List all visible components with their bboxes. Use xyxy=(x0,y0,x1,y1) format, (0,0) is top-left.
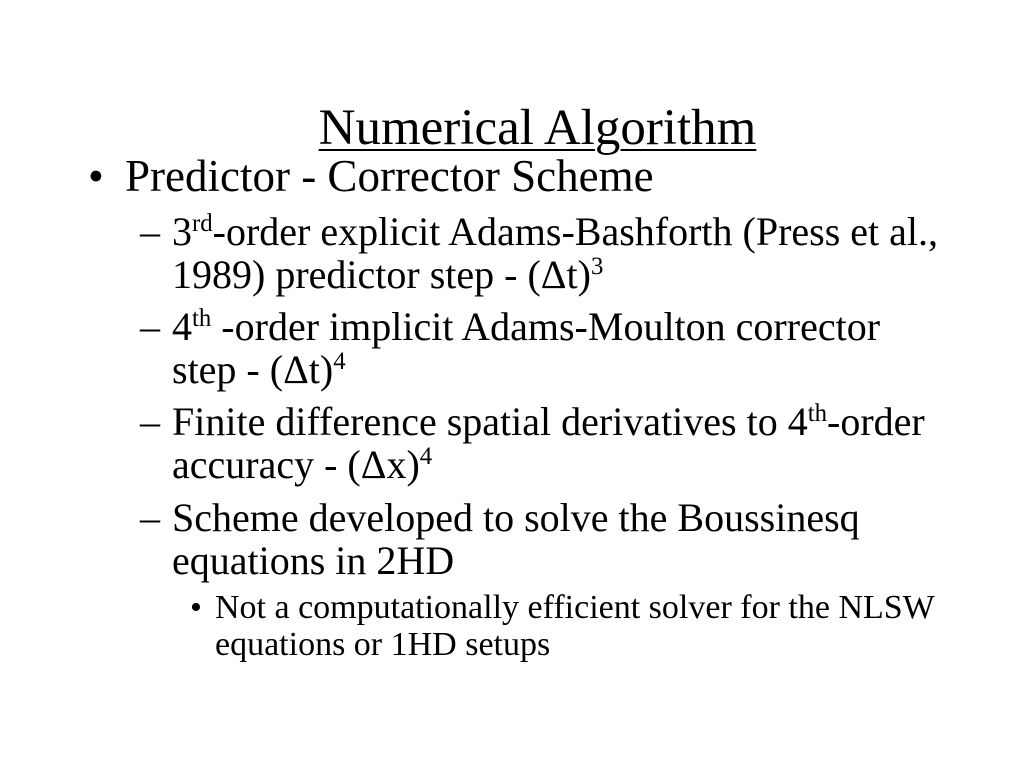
superscript: th xyxy=(807,399,828,427)
sub-subitem-nlsw-line-2: equations or 1HD setups xyxy=(215,626,551,663)
text: -order implicit Adams-Moulton corrector xyxy=(211,304,881,349)
superscript: rd xyxy=(192,209,213,237)
text: step - (Δt) xyxy=(172,347,334,392)
subitem-boussinesq-line-1 xyxy=(172,496,860,539)
subitem-marker: – xyxy=(140,495,160,540)
slide-title xyxy=(0,38,1024,156)
subitem-finite-difference-line-1 xyxy=(172,400,925,443)
subitem-adams-bashforth-line-1 xyxy=(172,210,938,253)
text: Scheme developed to solve the Boussinesq xyxy=(172,495,860,540)
subitem-adams-bashforth-line-2 xyxy=(172,253,603,296)
subitem-boussinesq-line-2 xyxy=(172,539,454,582)
bullet-marker: • xyxy=(88,151,104,201)
superscript: 4 xyxy=(333,347,346,375)
text: 1989) predictor step - (Δt) xyxy=(172,252,591,297)
subitem-marker: – xyxy=(140,209,160,254)
text: 3 xyxy=(172,209,192,254)
subitem-finite-difference-line-2 xyxy=(172,443,432,486)
text: Finite difference spatial derivatives to 4 xyxy=(172,399,808,444)
text: accuracy - (Δx) xyxy=(172,442,420,487)
superscript: 4 xyxy=(419,442,433,470)
slide-title-text: Numerical Algorithm xyxy=(318,100,757,156)
subitem-adams-moulton-line-2 xyxy=(172,348,346,391)
subitem-adams-moulton-line-1 xyxy=(172,305,880,348)
sub-subitem-nlsw-line-1: Not a computationally efficient solver for the NLSW xyxy=(215,589,935,626)
text: -order xyxy=(827,399,925,444)
superscript: 3 xyxy=(590,252,604,280)
subitem-marker: – xyxy=(140,304,160,349)
text: -order explicit Adams-Bashforth (Press et al., xyxy=(212,209,939,254)
subitem-marker: – xyxy=(140,399,160,444)
superscript: th xyxy=(192,304,212,332)
bullet-text-predictor-corrector: Predictor - Corrector Scheme xyxy=(125,151,654,201)
text: 4 xyxy=(172,304,192,349)
sub-subitem-marker: • xyxy=(190,589,202,626)
text: equations in 2HD xyxy=(172,538,455,583)
